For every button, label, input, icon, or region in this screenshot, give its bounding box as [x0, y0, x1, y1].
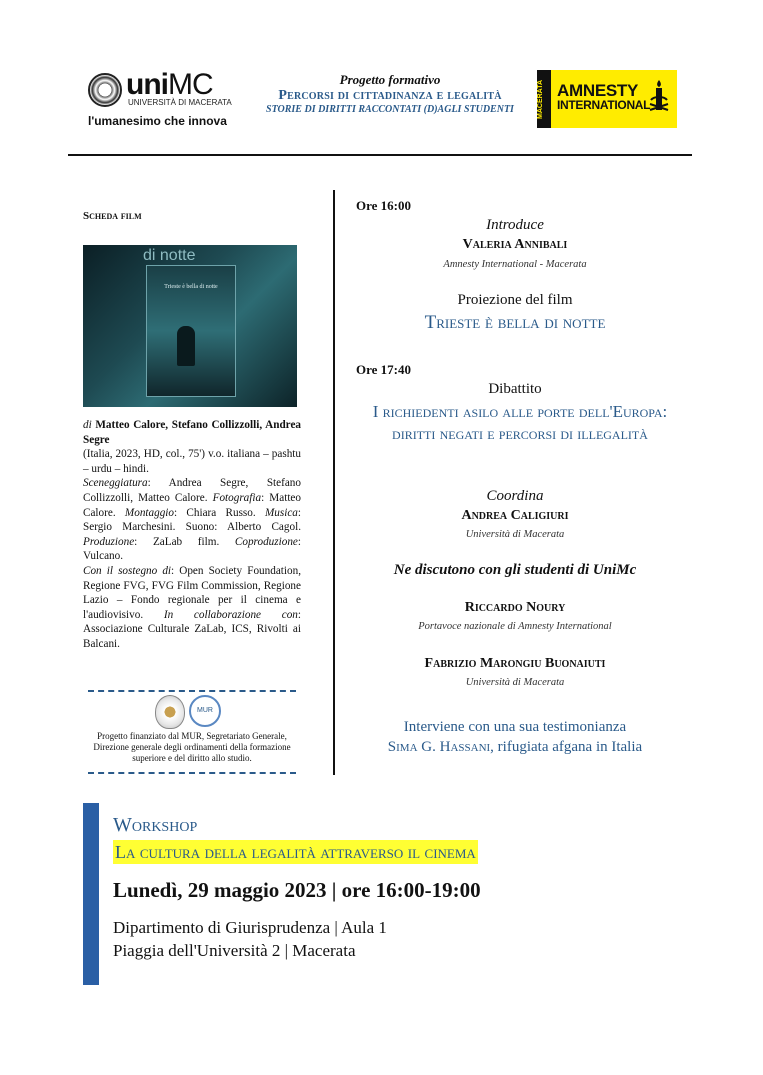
speaker2-role: Università di Macerata — [465, 677, 565, 688]
amnesty-line1: AMNESTY — [557, 81, 639, 100]
header-divider — [68, 154, 692, 156]
film-info: (Italia, 2023, HD, col., 75') v.o. italiana – pashtu – urdu – hindi. — [83, 448, 301, 475]
unimc-wordmark — [126, 68, 213, 102]
film-poster — [83, 245, 297, 407]
unimc-logo — [88, 70, 238, 130]
unimc-brand-bold: uni — [126, 68, 168, 101]
time-slot-2: Ore 17:40 — [356, 362, 411, 377]
testimony-line1: Interviene con una sua testimonianza — [403, 719, 627, 735]
university-seal-icon — [88, 73, 122, 107]
credit-label-1: Fotografia — [212, 491, 262, 504]
authors-prefix: di — [83, 419, 92, 431]
credit-value-0: : Andrea Segre, Stefano Collizzolli, Matteo Calore. — [83, 477, 301, 504]
workshop-place-line2: Piaggia dell'Università 2 | Macerata — [113, 941, 356, 960]
workshop-date: Lunedì, 29 maggio 2023 | ore 16:00-19:00 — [113, 878, 481, 902]
poster-inner-title: Trieste è bella di notte — [164, 284, 218, 290]
discuss-label: Ne discutono con gli studenti di UniMc — [393, 562, 637, 578]
amnesty-logo — [537, 70, 677, 128]
intro-role: Amnesty International - Macerata — [443, 259, 587, 270]
film-credits — [83, 418, 301, 652]
time-slot-1: Ore 16:00 — [356, 198, 411, 213]
project-subtitle: STORIE DI DIRITTI RACCONTATI (D)AGLI STUDENTI — [266, 104, 514, 115]
credit-value-2: : Chiara Russo. — [174, 506, 265, 519]
workshop-title: La cultura della legalità attraverso il cinema — [115, 842, 476, 862]
workshop-place-line1: Dipartimento di Giurisprudenza | Aula 1 — [113, 918, 387, 937]
dashed-divider-top — [88, 690, 296, 692]
candle-icon — [648, 78, 670, 118]
credit-value-5: : Vulcano. — [83, 535, 301, 563]
credit-label-7: In collaborazione con — [163, 608, 298, 621]
unimc-tagline: l'umanesimo che innova — [88, 114, 227, 128]
credit-value-6: : Open Society Foundation, Regione FVG, FVG Film Commission, Regione Lazio – Fondo regionale per il cinema e l'audiovisivo. — [83, 564, 301, 621]
speaker1-name: Riccardo Noury — [464, 600, 566, 615]
poster-title: di notte — [143, 247, 196, 264]
film-authors: Matteo Calore, Stefano Collizzolli, Andrea Segre — [83, 419, 302, 446]
credit-label-2: Montaggio — [124, 506, 175, 519]
project-label: Progetto formativo — [339, 72, 441, 87]
speaker1-role: Portavoce nazionale di Amnesty International — [418, 621, 612, 632]
project-header — [250, 72, 530, 115]
amnesty-wordmark — [557, 82, 650, 111]
film-card-heading: Scheda film — [83, 210, 142, 222]
testimony-rest: , rifugiata afgana in Italia — [490, 739, 643, 755]
credit-value-4: : ZaLab film. — [134, 535, 235, 548]
intro-label: Introduce — [486, 217, 544, 233]
film-title: Trieste è bella di notte — [424, 312, 606, 333]
funding-logos — [83, 693, 301, 729]
testimony-name: Sima G. Hassani — [387, 739, 491, 755]
unimc-brand-light: MC — [168, 68, 213, 101]
poster-figure-icon — [177, 326, 195, 366]
workshop-place — [113, 916, 387, 962]
speaker2-name: Fabrizio Marongiu Buonaiuti — [424, 656, 606, 671]
debate-label: Dibattito — [488, 381, 542, 397]
column-divider — [333, 190, 335, 775]
screening-label: Proiezione del film — [457, 292, 573, 308]
testimony-line2 — [345, 739, 685, 756]
credit-value-3: : Sergio Marchesini. Suono: Alberto Cagol. — [83, 506, 301, 534]
credit-value-7: : Associazione Culturale ZaLab, ICS, Rivolti ai Balcani. — [83, 608, 301, 650]
dashed-divider-bottom — [88, 772, 296, 774]
credit-label-3: Musica — [264, 506, 298, 519]
workshop-accent-bar — [83, 803, 99, 985]
credit-label-4: Produzione — [83, 535, 135, 548]
amnesty-side-label: MACERATA — [537, 70, 551, 128]
coord-label: Coordina — [486, 488, 544, 504]
coord-name: Andrea Caligiuri — [461, 508, 569, 523]
amnesty-line2: INTERNATIONAL — [557, 98, 651, 112]
funding-block — [83, 693, 301, 764]
mur-logo: MUR — [189, 695, 221, 727]
credit-label-5: Coproduzione — [234, 535, 298, 548]
intro-name: Valeria Annibali — [462, 237, 568, 252]
italian-republic-emblem-icon — [155, 695, 185, 729]
university-name: UNIVERSITÀ DI MACERATA — [128, 98, 232, 107]
project-title: Percorsi di cittadinanza e legalità — [278, 88, 502, 103]
funding-text: Progetto finanziato dal MUR, Segretariato Generale, Direzione generale degli ordinamenti della formazione superiore e del diritto allo studio. — [93, 731, 291, 763]
coord-role: Università di Macerata — [465, 529, 565, 540]
workshop-label: Workshop — [113, 814, 198, 836]
credit-label-0: Sceneggiatura — [83, 477, 148, 490]
credit-value-1: : Matteo Calore. — [83, 491, 301, 519]
credit-label-6: Con il sostegno di — [83, 564, 172, 577]
poster-inner — [146, 265, 236, 397]
debate-title: I richiedenti asilo alle porte dell'Europa: diritti negati e percorsi di illegalità — [372, 402, 668, 443]
